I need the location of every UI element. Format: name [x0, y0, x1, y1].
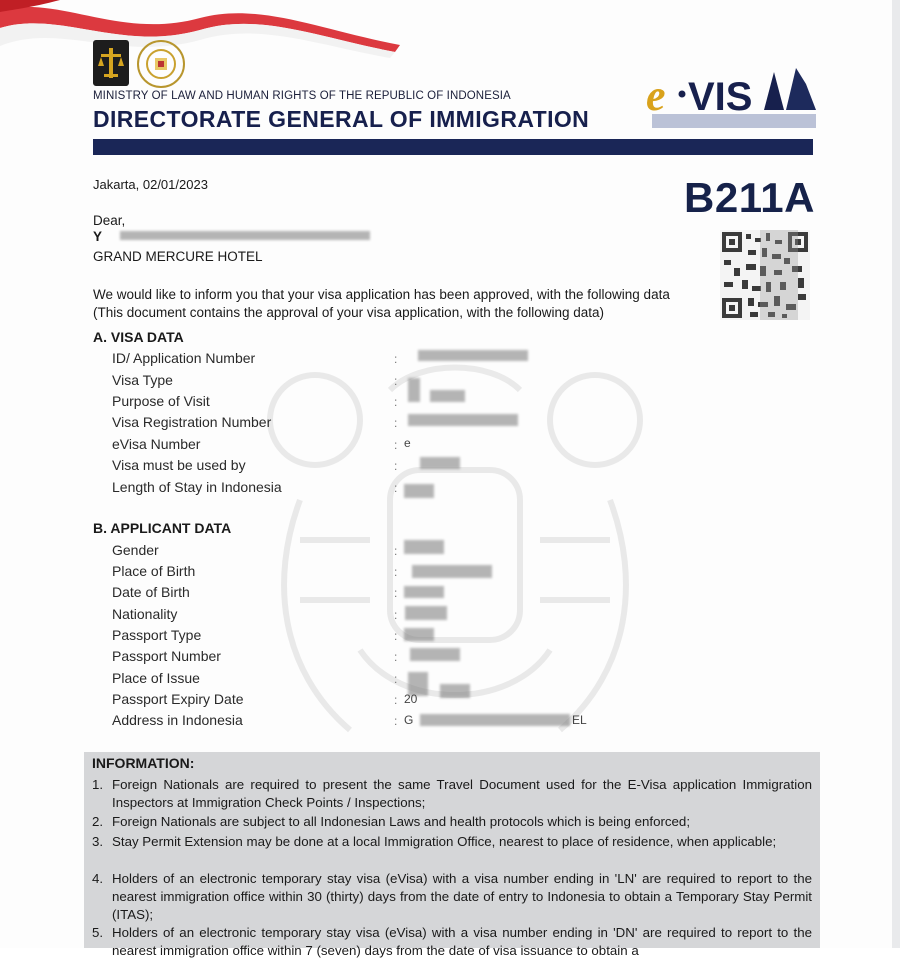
qr-code: [720, 230, 810, 320]
field-separator: :: [394, 586, 398, 600]
info-item: [92, 776, 812, 812]
field-separator: :: [394, 374, 398, 388]
evisa-logo: [646, 62, 821, 132]
field-separator: :: [394, 459, 398, 473]
info-item-number: 4.: [92, 871, 104, 886]
info-item-number: 1.: [92, 777, 104, 792]
redacted-value: [410, 648, 460, 661]
redacted-value: [418, 350, 528, 361]
field-separator: :: [394, 565, 398, 579]
redacted-value: [408, 414, 518, 426]
redacted-value: [404, 540, 444, 554]
info-item-text: Foreign Nationals are subject to all Indonesian Laws and health protocols which is being enforced;: [112, 814, 691, 829]
field-separator: :: [394, 395, 398, 409]
info-item-text: Stay Permit Extension may be done at a local Immigration Office, nearest to place of residence, when applicable;: [112, 834, 777, 849]
field-separator: :: [394, 544, 398, 558]
field-label: Place of Birth: [112, 563, 196, 579]
field-label: Visa must be used by: [112, 457, 246, 473]
svg-text:VIS: VIS: [688, 75, 753, 119]
directorate-title: DIRECTORATE GENERAL OF IMMIGRATION: [93, 106, 590, 132]
flag-ribbon-decoration: [0, 0, 420, 70]
info-item: [92, 833, 812, 851]
field-separator: :: [394, 714, 398, 728]
field-label: Passport Expiry Date: [112, 691, 244, 707]
ministry-name: MINISTRY OF LAW AND HUMAN RIGHTS OF THE REPUBLIC OF INDONESIA: [93, 90, 511, 102]
recipient-name: Y: [93, 229, 103, 244]
field-label: Place of Issue: [112, 670, 200, 686]
redacted-recipient-name: [120, 231, 370, 240]
redacted-value: [420, 457, 460, 469]
field-separator: :: [394, 438, 398, 452]
field-separator: :: [394, 352, 398, 366]
salutation: Dear,: [93, 213, 126, 228]
field-separator: :: [394, 693, 398, 707]
address-end: EL: [572, 713, 587, 727]
field-separator: :: [394, 650, 398, 664]
info-item-text: Holders of an electronic temporary stay visa (eVisa) with a visa number ending in 'DN' are required to report to the nearest immigration office within 7 (seven) days from the date of visa issuance to obtain a: [112, 925, 812, 958]
field-label: Length of Stay in Indonesia: [112, 479, 282, 495]
page-edge: [892, 0, 900, 948]
svg-text:e: e: [646, 71, 666, 120]
redacted-value: [440, 684, 470, 698]
info-item-text: Holders of an electronic temporary stay visa (eVisa) with a visa number ending in 'LN' are required to report to the nearest immigration office within 30 (thirty) days from the date of entry to Indonesia to obtain a Temporary Stay Permit (ITAS);: [112, 871, 812, 922]
info-item-number: 3.: [92, 834, 104, 849]
redacted-address: [420, 714, 570, 726]
redacted-value: [408, 378, 420, 402]
ministry-seal-icon: [137, 40, 185, 88]
place-date: Jakarta, 02/01/2023: [93, 177, 208, 192]
info-item: [92, 924, 812, 960]
government-logos: [93, 40, 185, 88]
field-label: Passport Number: [112, 648, 221, 664]
info-item-number: 5.: [92, 925, 104, 940]
info-item: [92, 870, 812, 924]
garuda-watermark: [240, 350, 670, 770]
field-label: Passport Type: [112, 627, 202, 643]
intro-paragraph-line2: (This document contains the approval of your visa application, with the following data): [93, 305, 605, 320]
field-label: Nationality: [112, 606, 178, 622]
address-start: G: [404, 713, 414, 727]
redacted-value: [430, 390, 465, 402]
redacted-value: [404, 586, 444, 598]
expiry-date-prefix: 20: [404, 692, 418, 706]
info-item-number: 2.: [92, 814, 104, 829]
field-separator: :: [394, 629, 398, 643]
field-separator: :: [394, 481, 398, 495]
field-separator: :: [394, 672, 398, 686]
field-separator: :: [394, 416, 398, 430]
redacted-value: [404, 484, 434, 498]
information-title: INFORMATION:: [92, 755, 195, 771]
redacted-value: [405, 606, 447, 620]
field-label: eVisa Number: [112, 436, 201, 452]
info-item: [92, 813, 812, 831]
field-separator: :: [394, 608, 398, 622]
immigration-emblem-icon: [93, 40, 129, 86]
header-divider-bar: [93, 139, 813, 155]
field-label: Visa Registration Number: [112, 414, 272, 430]
visa-data-heading: A. VISA DATA: [93, 329, 184, 345]
applicant-data-heading: B. APPLICANT DATA: [93, 520, 232, 536]
recipient-organization: GRAND MERCURE HOTEL: [93, 249, 263, 264]
visa-type-code: B211A: [684, 174, 815, 221]
field-label: Date of Birth: [112, 584, 190, 600]
evisa-number-prefix: e: [404, 436, 411, 450]
info-item-text: Foreign Nationals are required to present the same Travel Document used for the E-Visa application Immigration Inspectors at Immigration Check Points / Inspections;: [112, 777, 812, 810]
field-label: Gender: [112, 542, 159, 558]
intro-paragraph-line1: We would like to inform you that your visa application has been approved, with the following data: [93, 287, 670, 302]
redacted-value: [412, 565, 492, 578]
field-label: ID/ Application Number: [112, 350, 256, 366]
field-label: Visa Type: [112, 372, 173, 388]
redacted-value: [404, 628, 434, 641]
field-label: Address in Indonesia: [112, 712, 243, 728]
field-label: Purpose of Visit: [112, 393, 210, 409]
